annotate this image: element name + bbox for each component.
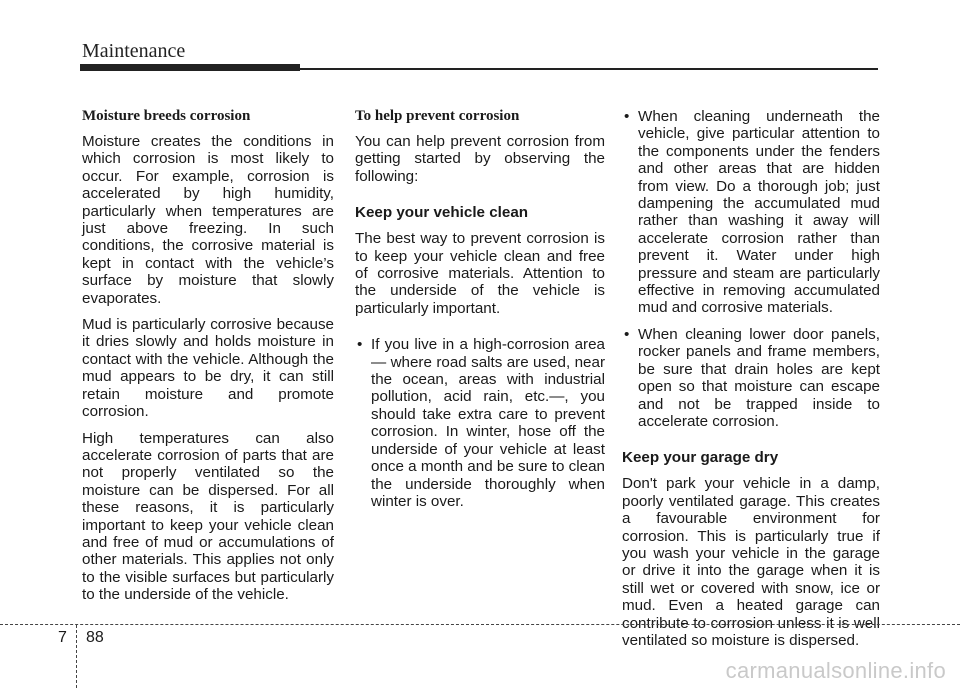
header-bar [80, 64, 300, 71]
column-1 [82, 108, 334, 613]
moisture-heading: Moisture breeds corrosion [82, 108, 251, 124]
clean-subheading: Keep your vehicle clean [355, 204, 529, 222]
bullet-icon: • [357, 336, 363, 354]
section-title: Maintenance [82, 40, 186, 62]
bullet-item [622, 108, 880, 317]
paragraph: High temperatures can also accelerate corrosion of parts that are not properly ventilated so the moisture can be dispersed. For all these reasons, it is particularly important to keep your vehicle clean and free of mud or accumulations of other materials. This applies not only to the visible surfaces but particularly to the underside of the vehicle. [82, 429, 334, 604]
watermark: carmanualsonline.info [725, 658, 946, 683]
header-rule [300, 68, 878, 70]
bullet-text: When cleaning underneath the vehicle, give particular attention to the components under the fenders and other areas that are hidden from view. Do a thorough job; just dampening the accumulated mud rather than washing it away will accelerate corrosion rather than prevent it. Water under high pressure and steam are particularly effective in removing accumulated mud and corrosive materials. [638, 108, 880, 317]
garage-subheading: Keep your garage dry [622, 449, 779, 467]
bullet-icon: • [624, 325, 630, 343]
column-3 [622, 108, 880, 658]
bullet-icon: • [624, 108, 630, 125]
footer-divider [0, 624, 960, 625]
page-number: 88 [86, 629, 104, 646]
prevent-heading: To help prevent corrosion [355, 108, 520, 124]
footer-separator [76, 625, 77, 688]
paragraph: Moisture creates the conditions in which corrosion is most likely to occur. For example, corrosion is accelerated by high humidity, particularly when temperatures are just above freezing. In such conditions, the corrosive material is kept in contact with the vehicle’s surface by moisture that slowly evaporates. [82, 133, 334, 307]
paragraph: The best way to prevent corrosion is to keep your vehicle clean and free of corrosive materials. Attention to the underside of the vehicle is particularly important. [355, 230, 605, 317]
paragraph: Mud is particularly corrosive because it dries slowly and holds moisture in contact with the vehicle. Although the mud appears to be dry, it can still retain moisture and promote corrosion. [82, 316, 334, 421]
chapter-number: 7 [58, 629, 67, 646]
bullet-item [355, 336, 605, 510]
bullet-text: When cleaning lower door panels, rocker panels and frame members, be sure that drain holes are kept open so that moisture can escape and not be trapped inside to accelerate corrosion. [638, 325, 880, 430]
bullet-item [622, 326, 880, 430]
column-2 [355, 108, 605, 519]
paragraph: You can help prevent corrosion from getting started by observing the following: [355, 133, 605, 185]
bullet-text: If you live in a high-corrosion area — where road salts are used, near the ocean, areas with industrial pollution, acid rain, etc.—, you should take extra care to prevent corrosion. In winter, hose off the underside of your vehicle at least once a month and be sure to clean the underside thoroughly when winter is over. [371, 336, 605, 510]
paragraph: Don't park your vehicle in a damp, poorly ventilated garage. This creates a favourable environment for corrosion. This is particularly true if you wash your vehicle in the garage or drive it into the garage when it is still wet or covered with snow, ice or mud. Even a heated garage can contribute to corrosion unless it is well ventilated so moisture is dispersed. [622, 475, 880, 649]
